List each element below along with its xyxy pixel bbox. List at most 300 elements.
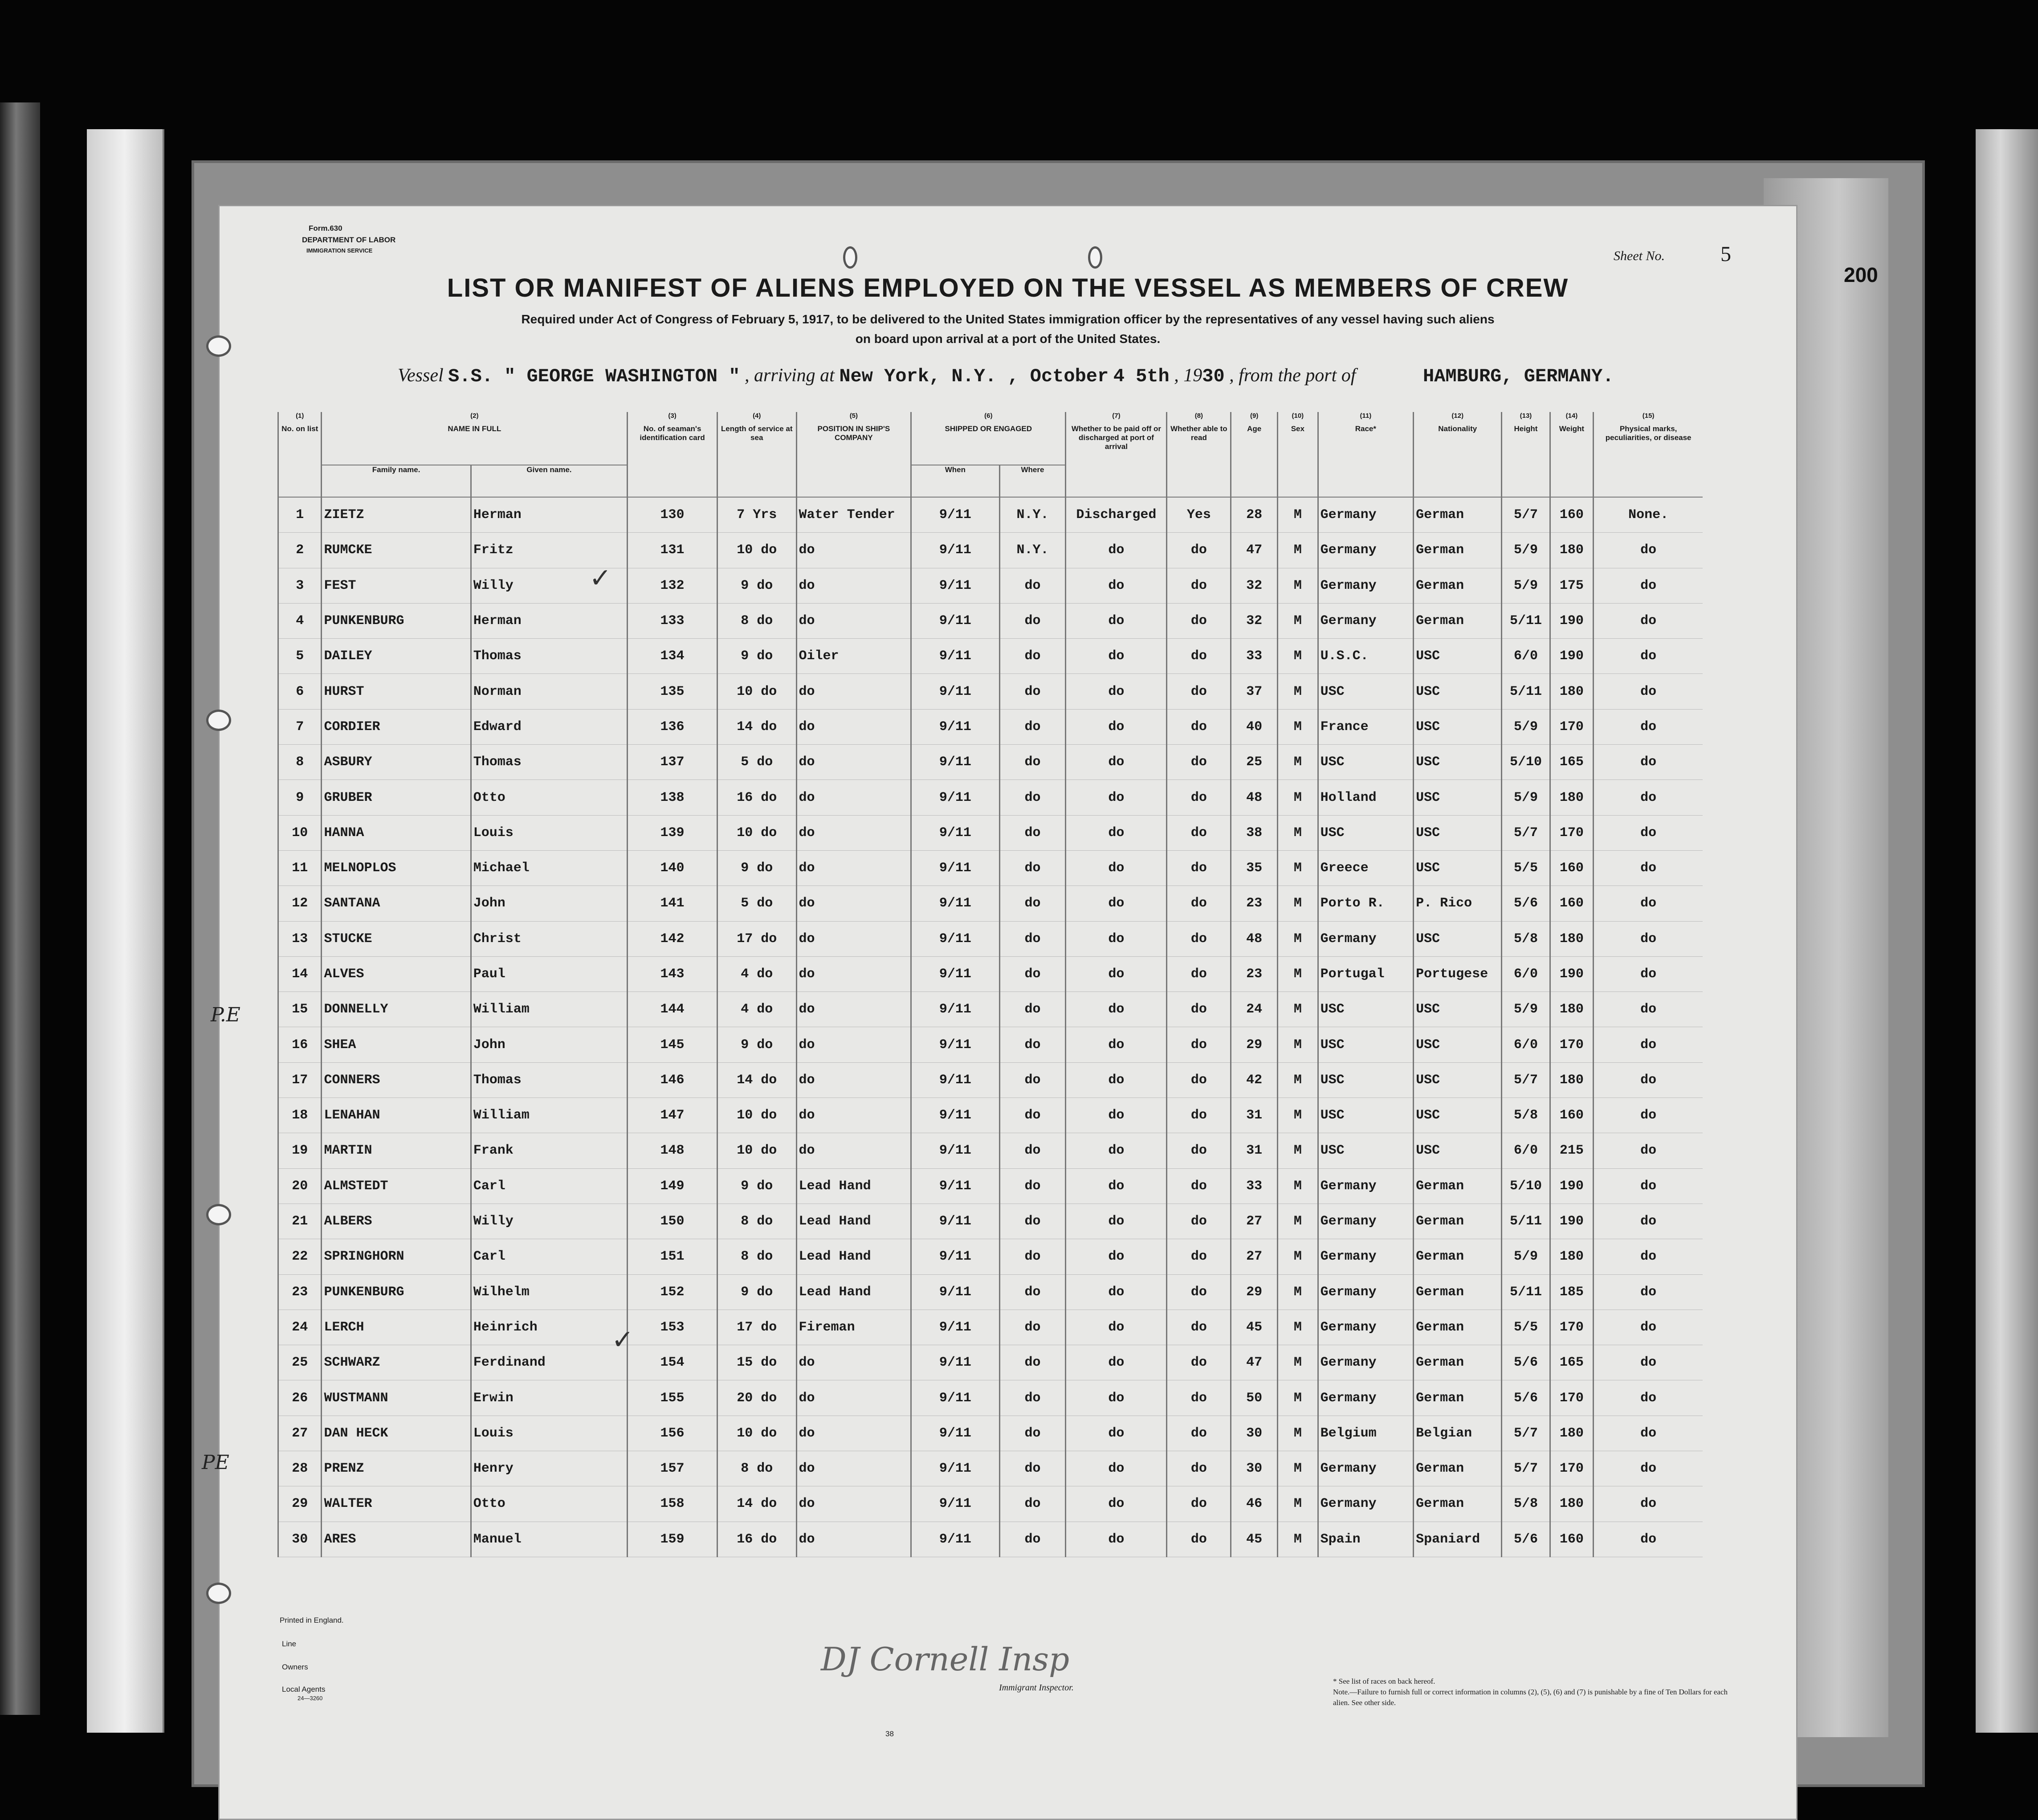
sex-cell: M [1278,745,1318,780]
shipped-where-cell: do [999,1451,1066,1486]
nationality-cell: USC [1414,1098,1502,1133]
row-number-cell: 21 [278,1204,322,1239]
family-name-cell: GRUBER [322,780,471,815]
position-cell: do [796,603,911,638]
paid-off-cell: do [1066,815,1167,850]
able-to-read-cell: do [1167,850,1231,886]
col-read: Whether able to read [1167,424,1231,497]
table-row [278,1027,1703,1062]
table-row [278,1380,1703,1416]
race-cell: France [1318,709,1414,744]
colnum-3: (3) [628,412,717,424]
paid-off-cell: do [1066,568,1167,603]
height-cell: 6/0 [1502,956,1550,992]
weight-cell: 165 [1550,1345,1594,1380]
given-name-cell: John [471,886,627,921]
able-to-read-cell: do [1167,1204,1231,1239]
col-shipped: SHIPPED OR ENGAGED [911,424,1066,465]
height-cell: 5/5 [1502,850,1550,886]
nationality-cell: USC [1414,1027,1502,1062]
height-cell: 5/7 [1502,815,1550,850]
race-cell: Germany [1318,1310,1414,1345]
weight-cell: 190 [1550,639,1594,674]
service-length-cell: 5 do [717,745,796,780]
margin-note-pe: PE [202,1451,229,1474]
race-cell: Germany [1318,1486,1414,1522]
physical-marks-cell: do [1594,1062,1703,1098]
service-length-cell: 14 do [717,1062,796,1098]
row-number-cell: 27 [278,1416,322,1451]
position-cell: do [796,886,911,921]
table-row [278,992,1703,1027]
position-cell: Lead Hand [796,1239,911,1274]
service-length-cell: 17 do [717,921,796,956]
vessel-line [398,365,1778,387]
shipped-when-cell: 9/11 [911,1204,999,1239]
nationality-cell: German [1414,497,1502,533]
sex-cell: M [1278,1345,1318,1380]
form-service: IMMIGRATION SERVICE [306,247,373,254]
form-department: DEPARTMENT OF LABOR [302,236,396,244]
weight-cell: 180 [1550,674,1594,709]
row-number-cell: 26 [278,1380,322,1416]
weight-cell: 175 [1550,568,1594,603]
shipped-when-cell: 9/11 [911,1310,999,1345]
physical-marks-cell: do [1594,1345,1703,1380]
race-cell: Germany [1318,1239,1414,1274]
able-to-read-cell: do [1167,1310,1231,1345]
service-length-cell: 8 do [717,1204,796,1239]
family-name-cell: ZIETZ [322,497,471,533]
service-length-cell: 5 do [717,886,796,921]
height-cell: 5/8 [1502,1486,1550,1522]
physical-marks-cell: do [1594,1274,1703,1310]
height-cell: 5/6 [1502,1345,1550,1380]
punch-hole-icon [1088,246,1102,269]
shipped-when-cell: 9/11 [911,1027,999,1062]
nationality-cell: Belgian [1414,1416,1502,1451]
id-card-number-cell: 137 [628,745,717,780]
shipped-where-cell: do [999,780,1066,815]
local-agents-label: Local Agents [282,1685,326,1693]
service-length-cell: 10 do [717,1133,796,1168]
id-card-number-cell: 142 [628,921,717,956]
given-name-cell: Paul [471,956,627,992]
physical-marks-cell: do [1594,1239,1703,1274]
family-name-cell: ALMSTEDT [322,1168,471,1204]
family-name-cell: MARTIN [322,1133,471,1168]
age-cell: 32 [1231,603,1278,638]
position-cell: do [796,709,911,744]
family-name-cell: HURST [322,674,471,709]
weight-cell: 165 [1550,745,1594,780]
colnum-14: (14) [1550,412,1594,424]
shipped-where-cell: do [999,568,1066,603]
physical-marks-cell: do [1594,956,1703,992]
row-number-cell: 19 [278,1133,322,1168]
given-name-cell: Christ [471,921,627,956]
able-to-read-cell: do [1167,1062,1231,1098]
physical-marks-cell: do [1594,1098,1703,1133]
given-name-cell: Herman [471,603,627,638]
from-port: HAMBURG, GERMANY. [1423,366,1614,387]
shipped-where-cell: do [999,1345,1066,1380]
able-to-read-cell: do [1167,674,1231,709]
footnote [1333,1676,1734,1708]
row-number-cell: 1 [278,497,322,533]
col-where: Where [999,465,1066,497]
col-family: Family name. [322,465,471,497]
shipped-when-cell: 9/11 [911,639,999,674]
given-name-cell: Thomas [471,1062,627,1098]
weight-cell: 170 [1550,1451,1594,1486]
sex-cell: M [1278,1239,1318,1274]
row-number-cell: 28 [278,1451,322,1486]
physical-marks-cell: do [1594,1486,1703,1522]
nationality-cell: USC [1414,921,1502,956]
race-cell: USC [1318,815,1414,850]
age-cell: 27 [1231,1239,1278,1274]
table-row [278,850,1703,886]
physical-marks-cell: do [1594,1310,1703,1345]
id-card-number-cell: 141 [628,886,717,921]
id-card-number-cell: 154 [628,1345,717,1380]
id-card-number-cell: 156 [628,1416,717,1451]
paid-off-cell: do [1066,1310,1167,1345]
shipped-when-cell: 9/11 [911,886,999,921]
col-when: When [911,465,999,497]
position-cell: do [796,850,911,886]
service-length-cell: 14 do [717,709,796,744]
row-number-cell: 29 [278,1486,322,1522]
height-cell: 5/11 [1502,674,1550,709]
weight-cell: 170 [1550,815,1594,850]
physical-marks-cell: do [1594,603,1703,638]
physical-marks-cell: do [1594,886,1703,921]
shipped-where-cell: N.Y. [999,497,1066,533]
service-length-cell: 16 do [717,1522,796,1557]
age-cell: 29 [1231,1027,1278,1062]
shipped-where-cell: do [999,1204,1066,1239]
family-name-cell: RUMCKE [322,533,471,568]
physical-marks-cell: do [1594,1204,1703,1239]
physical-marks-cell: do [1594,639,1703,674]
nationality-cell: German [1414,603,1502,638]
given-name-cell: Otto [471,780,627,815]
able-to-read-cell: do [1167,603,1231,638]
shipped-where-cell: do [999,815,1066,850]
height-cell: 5/7 [1502,1451,1550,1486]
id-card-number-cell: 155 [628,1380,717,1416]
inspector-label: Immigrant Inspector. [999,1683,1074,1693]
table-row [278,1274,1703,1310]
height-cell: 5/9 [1502,533,1550,568]
paid-off-cell: do [1066,639,1167,674]
shipped-when-cell: 9/11 [911,1345,999,1380]
id-card-number-cell: 135 [628,674,717,709]
given-name-cell: John [471,1027,627,1062]
id-card-number-cell: 157 [628,1451,717,1486]
paid-off-cell: do [1066,956,1167,992]
given-name-cell: Willy [471,568,627,603]
race-cell: Germany [1318,921,1414,956]
race-cell: Germany [1318,568,1414,603]
able-to-read-cell: do [1167,780,1231,815]
height-cell: 5/9 [1502,1239,1550,1274]
punch-hole-icon [843,246,857,269]
sex-cell: M [1278,780,1318,815]
row-number-cell: 13 [278,921,322,956]
shipped-when-cell: 9/11 [911,497,999,533]
given-name-cell: Thomas [471,745,627,780]
physical-marks-cell: do [1594,1451,1703,1486]
margin-note-pe: P.E [211,1004,240,1026]
physical-marks-cell: do [1594,850,1703,886]
height-cell: 5/11 [1502,1204,1550,1239]
shipped-where-cell: do [999,1133,1066,1168]
given-name-cell: Herman [471,497,627,533]
race-cell: Holland [1318,780,1414,815]
able-to-read-cell: Yes [1167,497,1231,533]
sex-cell: M [1278,1310,1318,1345]
age-cell: 37 [1231,674,1278,709]
able-to-read-cell: do [1167,815,1231,850]
able-to-read-cell: do [1167,568,1231,603]
col-length: Length of service at sea [717,424,796,497]
nationality-cell: German [1414,1380,1502,1416]
position-cell: Lead Hand [796,1168,911,1204]
vessel-label: Vessel [398,365,444,386]
shipped-when-cell: 9/11 [911,1380,999,1416]
owners-label: Owners [282,1663,308,1671]
col-given: Given name. [471,465,627,497]
paid-off-cell: do [1066,1345,1167,1380]
height-cell: 5/9 [1502,992,1550,1027]
height-cell: 5/7 [1502,1416,1550,1451]
nationality-cell: German [1414,1310,1502,1345]
position-cell: Oiler [796,639,911,674]
age-cell: 31 [1231,1098,1278,1133]
weight-cell: 190 [1550,603,1594,638]
row-number-cell: 25 [278,1345,322,1380]
service-length-cell: 8 do [717,603,796,638]
physical-marks-cell: do [1594,992,1703,1027]
row-number-cell: 9 [278,780,322,815]
sex-cell: M [1278,497,1318,533]
id-card-number-cell: 145 [628,1027,717,1062]
table-row [278,1486,1703,1522]
nationality-cell: USC [1414,1133,1502,1168]
age-cell: 33 [1231,639,1278,674]
race-cell: Spain [1318,1522,1414,1557]
sex-cell: M [1278,1098,1318,1133]
weight-cell: 180 [1550,1416,1594,1451]
height-cell: 5/11 [1502,603,1550,638]
age-cell: 23 [1231,886,1278,921]
shipped-when-cell: 9/11 [911,533,999,568]
position-cell: do [796,1522,911,1557]
table-row [278,709,1703,744]
able-to-read-cell: do [1167,639,1231,674]
col-height: Height [1502,424,1550,497]
row-number-cell: 4 [278,603,322,638]
sex-cell: M [1278,956,1318,992]
height-cell: 5/7 [1502,1062,1550,1098]
weight-cell: 180 [1550,992,1594,1027]
physical-marks-cell: do [1594,1133,1703,1168]
race-cell: Germany [1318,1451,1414,1486]
arrival-day: 4 5th [1113,366,1170,387]
nationality-cell: USC [1414,639,1502,674]
given-name-cell: Erwin [471,1380,627,1416]
family-name-cell: WALTER [322,1486,471,1522]
able-to-read-cell: do [1167,1486,1231,1522]
physical-marks-cell: do [1594,921,1703,956]
col-position: POSITION IN SHIP'S COMPANY [796,424,911,497]
col-no: No. on list [278,424,322,497]
family-name-cell: DAILEY [322,639,471,674]
able-to-read-cell: do [1167,992,1231,1027]
colnum-4: (4) [717,412,796,424]
able-to-read-cell: do [1167,1027,1231,1062]
sex-cell: M [1278,1416,1318,1451]
table-row [278,1062,1703,1098]
shipped-where-cell: do [999,603,1066,638]
shipped-when-cell: 9/11 [911,1098,999,1133]
position-cell: Lead Hand [796,1274,911,1310]
colnum-9: (9) [1231,412,1278,424]
shipped-where-cell: do [999,850,1066,886]
shipped-when-cell: 9/11 [911,1486,999,1522]
physical-marks-cell: do [1594,780,1703,815]
given-name-cell: Ferdinand [471,1345,627,1380]
race-cell: Germany [1318,1204,1414,1239]
family-name-cell: SANTANA [322,886,471,921]
shipped-when-cell: 9/11 [911,1451,999,1486]
height-cell: 5/10 [1502,745,1550,780]
row-number-cell: 12 [278,886,322,921]
physical-marks-cell: do [1594,1168,1703,1204]
sheet-number: 5 [1720,242,1731,266]
paid-off-cell: do [1066,709,1167,744]
paid-off-cell: do [1066,1522,1167,1557]
service-length-cell: 9 do [717,1274,796,1310]
position-cell: Water Tender [796,497,911,533]
row-number-cell: 3 [278,568,322,603]
weight-cell: 180 [1550,921,1594,956]
checkmark-icon: ✓ [611,1325,634,1355]
colnum-6: (6) [911,412,1066,424]
age-cell: 47 [1231,1345,1278,1380]
weight-cell: 180 [1550,1239,1594,1274]
races-note: * See list of races on back hereof. [1333,1677,1435,1685]
age-cell: 48 [1231,780,1278,815]
height-cell: 5/8 [1502,1098,1550,1133]
table-row [278,1451,1703,1486]
nationality-cell: German [1414,1345,1502,1380]
given-name-cell: Manuel [471,1522,627,1557]
family-name-cell: ALVES [322,956,471,992]
shipped-where-cell: do [999,745,1066,780]
race-cell: USC [1318,1062,1414,1098]
shipped-when-cell: 9/11 [911,1239,999,1274]
id-card-number-cell: 131 [628,533,717,568]
nationality-cell: German [1414,1486,1502,1522]
table-row [278,815,1703,850]
shipped-where-cell: do [999,1027,1066,1062]
service-length-cell: 10 do [717,1416,796,1451]
row-number-cell: 20 [278,1168,322,1204]
back-sheet-right [1976,129,2038,1733]
arrival-year: 30 [1202,366,1225,387]
given-name-cell: Louis [471,815,627,850]
sex-cell: M [1278,639,1318,674]
shipped-when-cell: 9/11 [911,1062,999,1098]
race-cell: USC [1318,674,1414,709]
service-length-cell: 10 do [717,1098,796,1133]
paid-off-cell: do [1066,1380,1167,1416]
id-card-number-cell: 148 [628,1133,717,1168]
paid-off-cell: do [1066,1062,1167,1098]
id-card-number-cell: 139 [628,815,717,850]
service-length-cell: 9 do [717,1168,796,1204]
shipped-when-cell: 9/11 [911,992,999,1027]
table-row [278,1133,1703,1168]
paid-off-cell: do [1066,992,1167,1027]
weight-cell: 170 [1550,709,1594,744]
service-length-cell: 16 do [717,780,796,815]
col-paid: Whether to be paid off or discharged at port of arrival [1066,424,1167,497]
shipped-where-cell: do [999,1380,1066,1416]
table-row [278,1239,1703,1274]
row-number-cell: 18 [278,1098,322,1133]
vessel-name: S.S. " GEORGE WASHINGTON " [448,366,740,387]
table-row [278,568,1703,603]
able-to-read-cell: do [1167,709,1231,744]
able-to-read-cell: do [1167,1239,1231,1274]
given-name-cell: Michael [471,850,627,886]
service-length-cell: 4 do [717,956,796,992]
table-row [278,921,1703,956]
position-cell: do [796,992,911,1027]
family-name-cell: CONNERS [322,1062,471,1098]
table-row [278,886,1703,921]
able-to-read-cell: do [1167,1522,1231,1557]
shipped-where-cell: do [999,1310,1066,1345]
id-card-number-cell: 151 [628,1239,717,1274]
position-cell: do [796,1380,911,1416]
form-number: Form.630 [309,224,342,233]
age-cell: 47 [1231,533,1278,568]
height-cell: 5/6 [1502,1522,1550,1557]
paid-off-cell: do [1066,850,1167,886]
age-cell: 33 [1231,1168,1278,1204]
page-stamp-200: 200 [1844,263,1878,286]
weight-cell: 170 [1550,1027,1594,1062]
family-name-cell: DONNELLY [322,992,471,1027]
given-name-cell: Heinrich [471,1310,627,1345]
position-cell: do [796,1062,911,1098]
height-cell: 5/6 [1502,886,1550,921]
table-row [278,1416,1703,1451]
position-cell: do [796,1133,911,1168]
family-name-cell: ALBERS [322,1204,471,1239]
paid-off-cell: do [1066,780,1167,815]
table-row [278,1204,1703,1239]
paid-off-cell: do [1066,921,1167,956]
position-cell: do [796,568,911,603]
shipped-where-cell: do [999,709,1066,744]
